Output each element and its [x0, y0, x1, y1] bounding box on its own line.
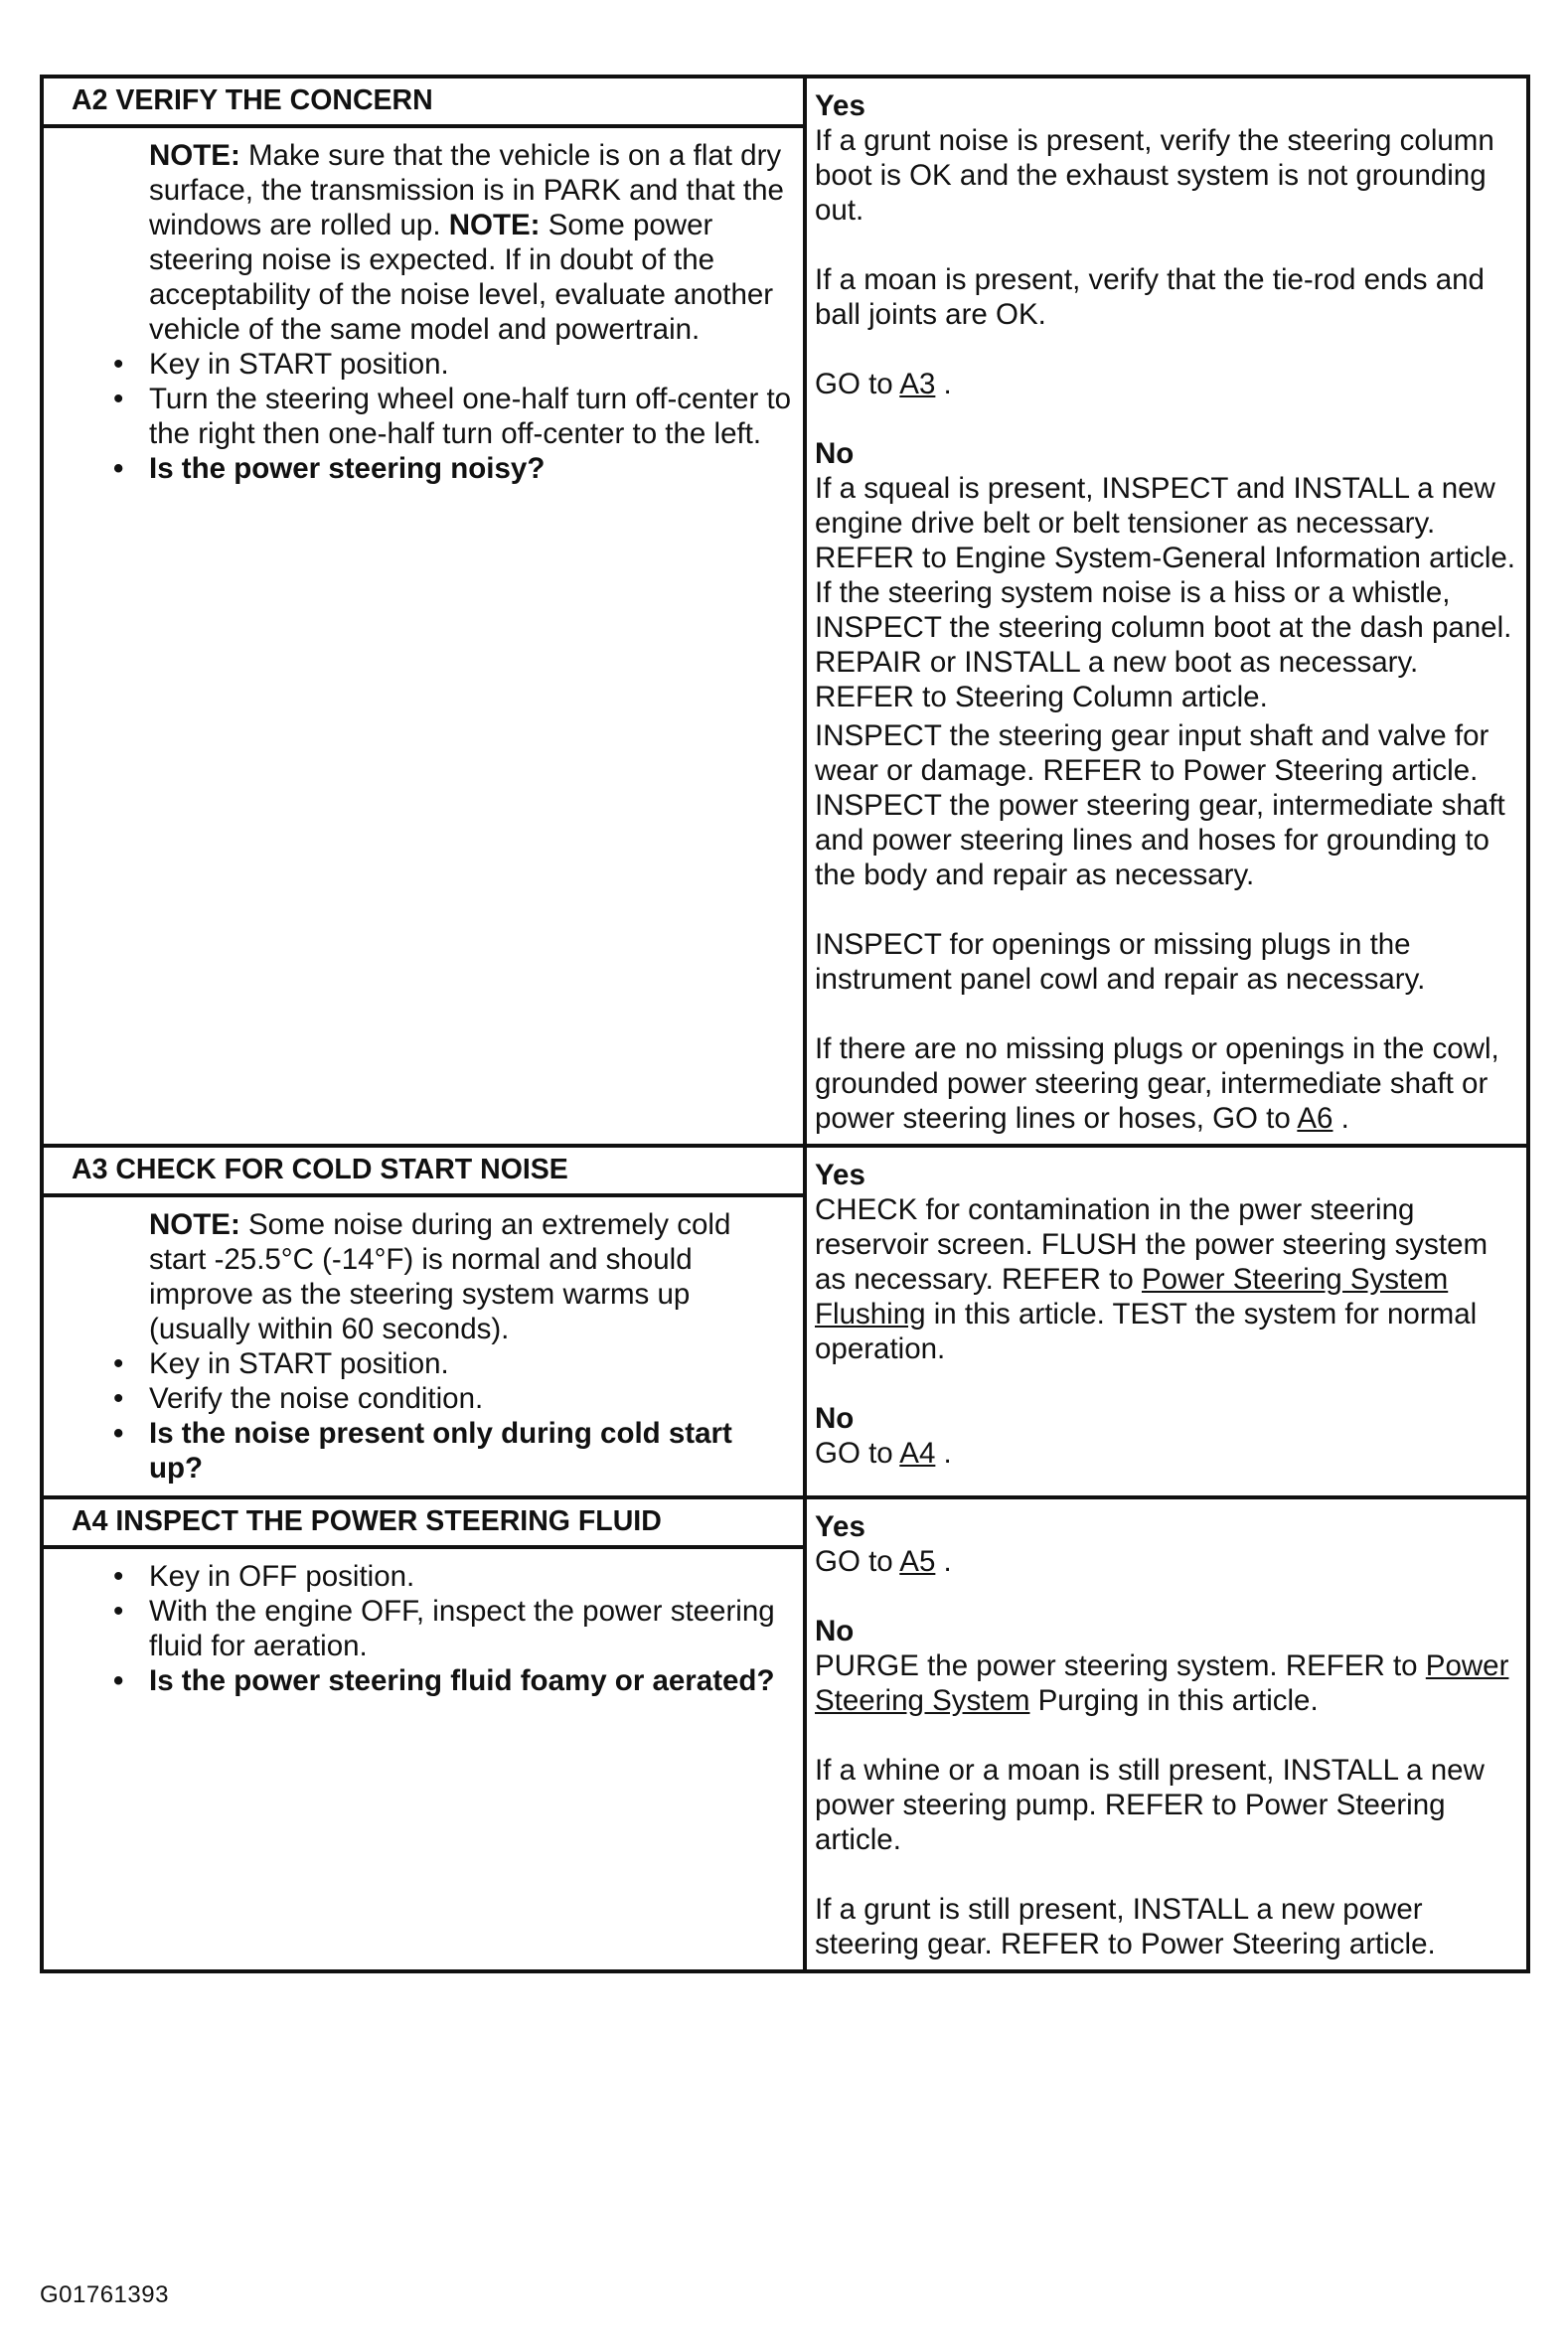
goto-text	[815, 1031, 1518, 1136]
goto-text	[815, 1436, 1518, 1471]
goto-prefix: GO to	[815, 1545, 900, 1578]
instruction-item: • Key in START position.	[44, 1346, 793, 1381]
result-text: If a whine or a moan is still present, INSTALL a new power steering pump. REFER to Power Steering article.	[815, 1754, 1485, 1856]
no-label: No	[815, 1402, 855, 1435]
goto-prefix: If there are no missing plugs or openings in the cowl, grounded power steering gear, intermediate shaft or power steering lines or hoses, GO to	[815, 1032, 1499, 1135]
step-instructions	[44, 1549, 803, 1708]
note	[44, 138, 793, 347]
no-label: No	[815, 437, 855, 470]
link-a3[interactable]: A3	[899, 368, 936, 400]
goto-suffix: .	[935, 368, 952, 400]
result-text	[815, 1648, 1518, 1718]
goto-prefix: GO to	[815, 368, 900, 400]
step-header: A4 INSPECT THE POWER STEERING FLUID	[44, 1499, 807, 1549]
step-left-a4	[44, 1499, 807, 1969]
goto-suffix: .	[1333, 1102, 1349, 1135]
figure-code: G01761393	[40, 2281, 169, 2308]
step-result-a3	[807, 1148, 1526, 1495]
step-result-a4	[807, 1499, 1526, 1969]
instruction-item: • Key in START position.	[44, 347, 793, 382]
step-instructions	[44, 128, 803, 496]
goto-suffix: .	[935, 1545, 952, 1578]
step-header: A2 VERIFY THE CONCERN	[44, 78, 807, 128]
note	[44, 1207, 793, 1346]
yes-label: Yes	[815, 1159, 865, 1191]
result-text: INSPECT the steering gear input shaft and valve for wear or damage. REFER to Power Steering article.	[815, 719, 1490, 787]
yes-label: Yes	[815, 89, 865, 122]
goto-text	[815, 367, 1518, 401]
goto-text	[815, 1544, 1518, 1579]
instruction-item: • Key in OFF position.	[44, 1559, 793, 1594]
instruction-list	[44, 1346, 793, 1486]
step-header: A3 CHECK FOR COLD START NOISE	[44, 1148, 807, 1197]
result-text: INSPECT for openings or missing plugs in the instrument panel cowl and repair as necessary.	[815, 928, 1426, 996]
instruction-list	[44, 1559, 793, 1698]
diagnostic-question: • Is the noise present only during cold start up?	[44, 1416, 793, 1486]
note-text: Some noise during an extremely cold start -25.5°C (-14°F) is normal and should improve as the steering system warms up (usually within 60 seconds).	[149, 1208, 731, 1345]
link-power-steering-flushing[interactable]: Power Steering System Flushing	[815, 1263, 1449, 1331]
link-a6[interactable]: A6	[1297, 1102, 1333, 1135]
note-text: Make sure that the vehicle is on a flat dry surface, the transmission is in PARK and that the windows are rolled up.	[149, 139, 784, 241]
no-label: No	[815, 1615, 855, 1647]
instruction-item: • With the engine OFF, inspect the power steering fluid for aeration.	[44, 1594, 793, 1663]
result-text	[815, 1192, 1518, 1366]
goto-prefix: GO to	[815, 1437, 900, 1470]
diagnostic-question: • Is the power steering noisy?	[44, 451, 793, 486]
note-label: NOTE:	[149, 139, 240, 172]
result-prefix: PURGE the power steering system. REFER to	[815, 1649, 1426, 1682]
result-text: If a squeal is present, INSPECT and INSTALL a new engine drive belt or belt tensioner as necessary. REFER to Engine System-General Information article. If the steering system noise is a hiss or a whistle, INSPECT the steering column boot at the dash panel. REPAIR or INSTALL a new boot as necessary. REFER to Steering Column article.	[815, 472, 1516, 713]
note-label: NOTE:	[448, 209, 541, 241]
step-row-a4	[44, 1495, 1526, 1969]
diagnostic-table	[40, 75, 1530, 1973]
result-text: If a moan is present, verify that the tie-rod ends and ball joints are OK.	[815, 263, 1485, 331]
step-row-a2	[44, 78, 1526, 1144]
note-text: Some power steering noise is expected. If in doubt of the acceptability of the noise level, evaluate another vehicle of the same model and powertrain.	[149, 209, 774, 346]
link-a4[interactable]: A4	[899, 1437, 936, 1470]
diagnostic-question: • Is the power steering fluid foamy or aerated?	[44, 1663, 793, 1698]
step-result-a2	[807, 78, 1526, 1144]
instruction-item: • Verify the noise condition.	[44, 1381, 793, 1416]
step-left-a3	[44, 1148, 807, 1495]
link-power-steering-system[interactable]: Power Steering System	[815, 1649, 1509, 1717]
link-a5[interactable]: A5	[899, 1545, 936, 1578]
instruction-item: • Turn the steering wheel one-half turn off-center to the right then one-half turn off-center to the left.	[44, 382, 793, 451]
result-text: If a grunt is still present, INSTALL a new power steering gear. REFER to Power Steering article.	[815, 1893, 1436, 1960]
instruction-list	[44, 347, 793, 486]
result-text: INSPECT the power steering gear, intermediate shaft and power steering lines and hoses for grounding to the body and repair as necessary.	[815, 789, 1505, 891]
note-label: NOTE:	[149, 1208, 240, 1241]
yes-label: Yes	[815, 1510, 865, 1543]
step-instructions	[44, 1197, 803, 1495]
result-prefix: CHECK for contamination in the pwer steering reservoir screen. FLUSH the power steering system as necessary. REFER to	[815, 1193, 1489, 1296]
result-text: If a grunt noise is present, verify the steering column boot is OK and the exhaust system is not grounding out.	[815, 124, 1494, 227]
step-left-a2	[44, 78, 807, 1144]
step-row-a3	[44, 1144, 1526, 1495]
result-suffix: in this article. TEST the system for normal operation.	[815, 1298, 1478, 1365]
result-suffix: Purging in this article.	[1029, 1684, 1319, 1717]
goto-suffix: .	[935, 1437, 952, 1470]
